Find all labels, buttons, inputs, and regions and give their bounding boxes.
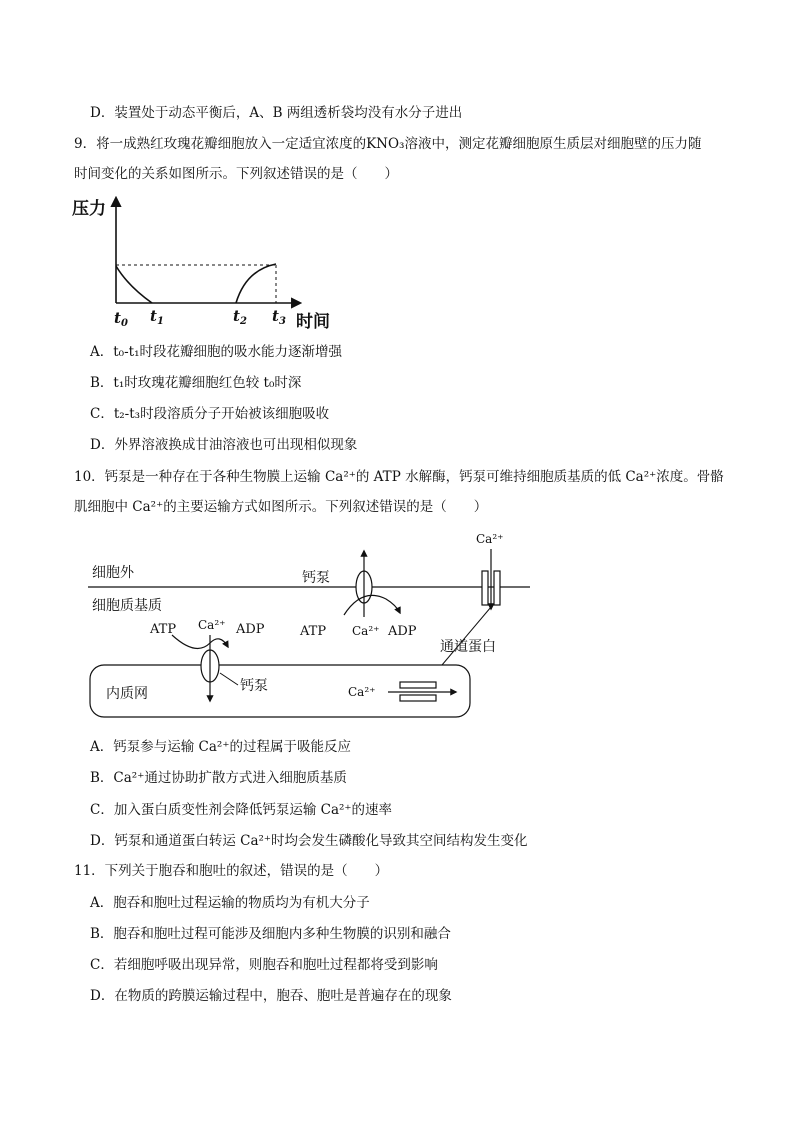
- channel-protein-er-bottom: [400, 695, 436, 701]
- q10-option-a: A．钙泵参与运输 Ca²⁺的过程属于吸能反应: [90, 739, 351, 755]
- pressure-rise-curve: [236, 264, 276, 303]
- atp-label-1: ATP: [150, 622, 177, 637]
- q9-stem-line2: 时间变化的关系如图所示。下列叙述错误的是（ ）: [74, 166, 398, 182]
- q10-stem-line1: 10．钙泵是一种存在于各种生物膜上运输 Ca²⁺的 ATP 水解酶，钙泵可维持细胞质基质的低 Ca²⁺浓度。骨骼: [74, 469, 724, 485]
- channel-protein-plasma-right: [494, 571, 500, 605]
- svg-text:t1: [150, 307, 164, 327]
- t2-sub: 2: [239, 316, 247, 327]
- x-axis-label: 时间: [296, 312, 330, 332]
- atp-label-2: ATP: [300, 624, 327, 639]
- q11-option-b: B．胞吞和胞吐过程可能涉及细胞内多种生物膜的识别和融合: [90, 926, 451, 942]
- t0-sub: 0: [120, 318, 128, 329]
- adp-label-2: ADP: [388, 624, 417, 639]
- channel-protein-plasma-left: [482, 571, 488, 605]
- outside-label: 细胞外: [92, 565, 134, 581]
- ca-label-2: Ca²⁺: [352, 624, 380, 638]
- pump-top-label: 钙泵: [302, 570, 330, 586]
- t0-label: t: [114, 309, 121, 327]
- svg-text:t0: [114, 309, 128, 329]
- er-label: 内质网: [106, 686, 148, 702]
- q11-option-c: C．若细胞呼吸出现异常，则胞吞和胞吐过程都将受到影响: [90, 957, 438, 973]
- ca-er-label: Ca²⁺: [348, 685, 376, 699]
- svg-text:t3: [272, 307, 286, 327]
- t3-sub: 3: [278, 316, 286, 327]
- q8-option-d: D．装置处于动态平衡后，A、B 两组透析袋均没有水分子进出: [90, 105, 463, 121]
- t3-label: t: [272, 307, 279, 325]
- ca-label-1: Ca²⁺: [198, 618, 226, 632]
- q11-stem: 11．下列关于胞吞和胞吐的叙述，错误的是（ ）: [74, 863, 389, 879]
- adp-label-1: ADP: [236, 622, 265, 637]
- t1-sub: 1: [156, 316, 164, 327]
- cytoplasm-label: 细胞质基质: [92, 598, 162, 614]
- q9-stem-line1: 9．将一成熟红玫瑰花瓣细胞放入一定适宜浓度的KNO₃溶液中，测定花瓣细胞原生质层对细胞壁的压力随: [74, 136, 702, 152]
- q10-calcium-transport-diagram: [70, 525, 550, 725]
- q9-option-c: C．t₂-t₃时段溶质分子开始被该细胞吸收: [90, 406, 330, 422]
- channel-protein-label: 通道蛋白: [440, 639, 496, 655]
- q10-option-c: C．加入蛋白质变性剂会降低钙泵运输 Ca²⁺的速率: [90, 802, 393, 818]
- q11-option-d: D．在物质的跨膜运输过程中，胞吞、胞吐是普遍存在的现象: [90, 988, 452, 1004]
- q9-option-b: B．t₁时玫瑰花瓣细胞红色较 t₀时深: [90, 375, 302, 391]
- q10-option-d: D．钙泵和通道蛋白转运 Ca²⁺时均会发生磷酸化导致其空间结构发生变化: [90, 833, 528, 849]
- ca-top-label: Ca²⁺: [476, 532, 504, 546]
- t1-label: t: [150, 307, 157, 325]
- t2-label: t: [233, 307, 240, 325]
- channel-protein-er-top: [400, 682, 436, 688]
- pump-er-label: 钙泵: [240, 678, 268, 694]
- q10-option-b: B．Ca²⁺通过协助扩散方式进入细胞质基质: [90, 770, 347, 786]
- q10-stem-line2: 肌细胞中 Ca²⁺的主要运输方式如图所示。下列叙述错误的是（ ）: [74, 499, 488, 515]
- q9-pressure-time-graph: [60, 190, 350, 335]
- y-axis-label: 压力: [72, 199, 106, 219]
- q9-option-d: D．外界溶液换成甘油溶液也可出现相似现象: [90, 437, 358, 453]
- q9-option-a: A．t₀-t₁时段花瓣细胞的吸水能力逐渐增强: [90, 344, 342, 360]
- svg-text:t2: [233, 307, 247, 327]
- q11-option-a: A．胞吞和胞吐过程运输的物质均为有机大分子: [90, 895, 370, 911]
- pressure-drop-curve: [116, 266, 152, 303]
